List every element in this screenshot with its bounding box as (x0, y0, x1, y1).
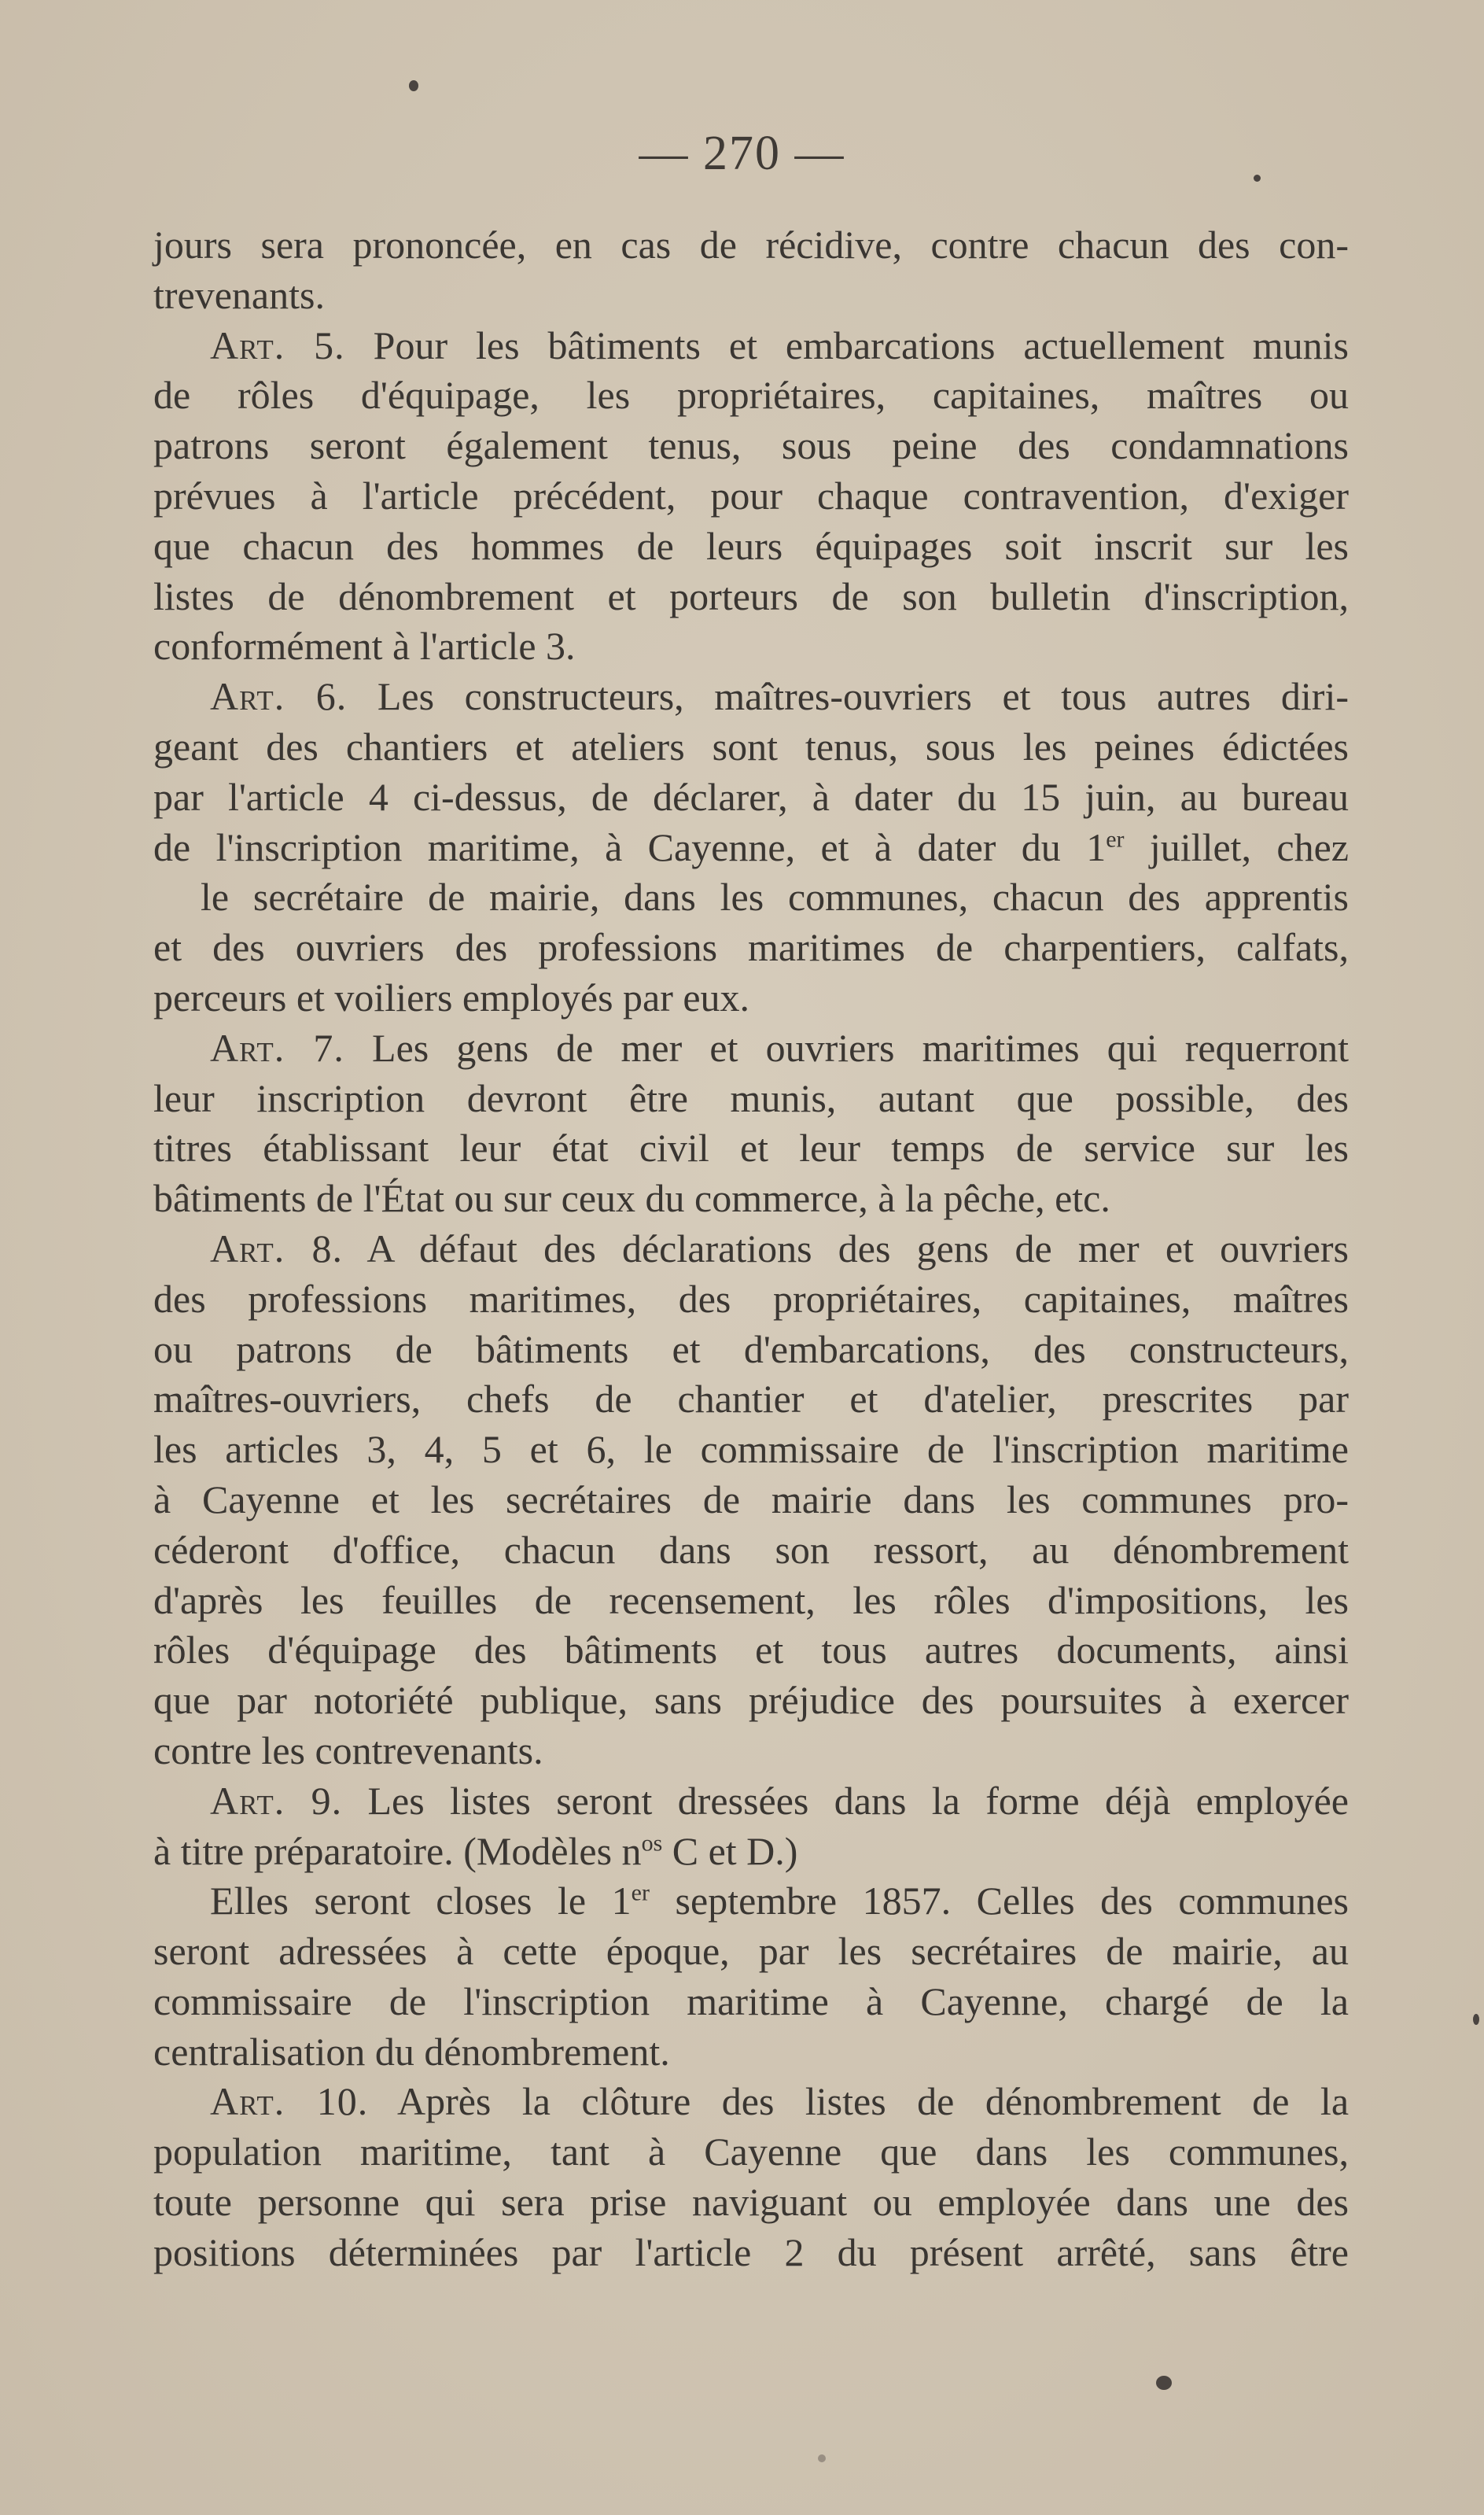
ink-speck (1156, 2376, 1172, 2390)
article-7 (153, 1023, 1349, 1224)
superscript: er (1106, 825, 1125, 852)
text-line: que par notoriété publique, sans préjudice des poursuites à exercer (153, 1678, 1349, 1723)
text-line: maîtres-ouvriers, chefs de chantier et d'atelier, prescrites par (153, 1377, 1349, 1422)
ink-speck (818, 2454, 826, 2462)
article-label: Art. 7. (210, 1025, 344, 1070)
text-line: rôles d'équipage des bâtiments et tous autres documents, ainsi (153, 1628, 1349, 1672)
text-line (153, 1776, 1349, 1827)
article-label: Art. 9. (210, 1778, 343, 1823)
superscript: os (641, 1829, 663, 1856)
text-line: ou patrons de bâtiments et d'embarcations, des constructeurs, (153, 1326, 1349, 1371)
article-5 (153, 321, 1349, 673)
text-span: Pour les bâtiments et embarcations actuellement munis (344, 323, 1349, 367)
text-line (153, 2077, 1349, 2127)
body-text (153, 220, 1349, 2278)
text-line: d'après les feuilles de recensement, les rôles d'impositions, les (153, 1577, 1349, 1622)
text-span: Les listes seront dressées dans la forme déjà employée (342, 1778, 1349, 1823)
text-line: positions déterminées par l'article 2 du présent arrêté, sans être (153, 2229, 1349, 2274)
text-span: Les constructeurs, maîtres-ouvriers et tous autres diri- (347, 674, 1349, 719)
text-line: contre les contrevenants. (153, 1728, 543, 1772)
text-line (153, 1827, 1349, 1877)
text-line: conformément à l'article 3. (153, 624, 576, 669)
text-line: perceurs et voiliers employés par eux. (153, 975, 750, 1020)
article-label: Art. 8. (210, 1226, 343, 1270)
text-line (153, 1876, 1349, 1927)
text-line: le secrétaire de mairie, dans les communes, chacun des apprentis (201, 875, 1349, 920)
text-span: de l'inscription maritime, à Cayenne, et à dater du 1 (153, 824, 1107, 869)
ink-speck (409, 80, 418, 91)
text-span: septembre 1857. Celles des communes (649, 1879, 1349, 1923)
text-line: population maritime, tant à Cayenne que dans les communes, (153, 2130, 1349, 2174)
article-label: Art. 10. (210, 2079, 369, 2124)
text-line: les articles 3, 4, 5 et 6, le commissaire de l'inscription maritime (153, 1427, 1349, 1472)
article-6 (153, 672, 1349, 1023)
ink-speck (1254, 175, 1261, 182)
page-number: — 270 — (639, 127, 845, 180)
text-line (153, 1224, 1349, 1274)
text-span: à titre préparatoire. (Modèles n (153, 1828, 642, 1873)
text-line: des professions maritimes, des propriétaires, capitaines, maîtres (153, 1276, 1349, 1321)
text-line: trevenants. (153, 272, 325, 317)
article-8 (153, 1224, 1349, 1776)
article-label: Art. 6. (210, 674, 348, 719)
text-line: à Cayenne et les secrétaires de mairie dans les communes pro- (153, 1477, 1349, 1521)
article-9 (153, 1776, 1349, 1877)
ink-speck (1473, 2014, 1479, 2025)
text-line (153, 672, 1349, 722)
text-line (153, 321, 1349, 371)
text-span: Après la clôture des listes de dénombrement de la (368, 2079, 1350, 2124)
article-label: Art. 5. (210, 323, 345, 367)
text-line: bâtiments de l'État ou sur ceux du commerce, à la pêche, etc. (153, 1176, 1110, 1221)
text-span: Elles seront closes le 1 (210, 1879, 632, 1923)
text-line: céderont d'office, chacun dans son ressort, au dénombrement (153, 1527, 1349, 1572)
text-span: A défaut des déclarations des gens de mer et ouvriers (342, 1226, 1350, 1270)
text-line: leur inscription devront être munis, autant que possible, des (153, 1075, 1349, 1120)
text-line: que chacun des hommes de leurs équipages soit inscrit sur les (153, 523, 1349, 568)
text-span: C et D.) (662, 1828, 798, 1873)
paragraph-continuation (153, 220, 1349, 321)
text-line: prévues à l'article précédent, pour chaque contravention, d'exiger (153, 473, 1349, 518)
text-line: de rôles d'équipage, les propriétaires, capitaines, maîtres ou (153, 373, 1349, 418)
text-line: titres établissant leur état civil et leur temps de service sur les (153, 1126, 1349, 1171)
text-line (153, 823, 1349, 873)
text-line: par l'article 4 ci-dessus, de déclarer, à dater du 15 juin, au bureau (153, 774, 1349, 819)
text-line: jours sera prononcée, en cas de récidive, contre chacun des con- (153, 223, 1349, 267)
text-line: patrons seront également tenus, sous peine des condamnations (153, 423, 1349, 468)
text-line: seront adressées à cette époque, par les secrétaires de mairie, au (153, 1929, 1349, 1974)
text-line: centralisation du dénombrement. (153, 2029, 670, 2074)
text-line (153, 1023, 1349, 1074)
text-span: juillet, chez (1124, 824, 1350, 869)
text-line: toute personne qui sera prise naviguant ou employée dans une des (153, 2180, 1349, 2225)
text-line: et des ouvriers des professions maritimes de charpentiers, calfats, (153, 925, 1349, 970)
article-10 (153, 2077, 1349, 2277)
text-line: geant des chantiers et ateliers sont tenus, sous les peines édictées (153, 724, 1349, 769)
superscript: er (631, 1879, 650, 1906)
text-line: commissaire de l'inscription maritime à Cayenne, chargé de la (153, 1978, 1349, 2023)
paragraph-closing (153, 1876, 1349, 2077)
text-line: listes de dénombrement et porteurs de son bulletin d'inscription, (153, 573, 1349, 618)
text-span: Les gens de mer et ouvriers maritimes qui requerront (344, 1025, 1349, 1070)
